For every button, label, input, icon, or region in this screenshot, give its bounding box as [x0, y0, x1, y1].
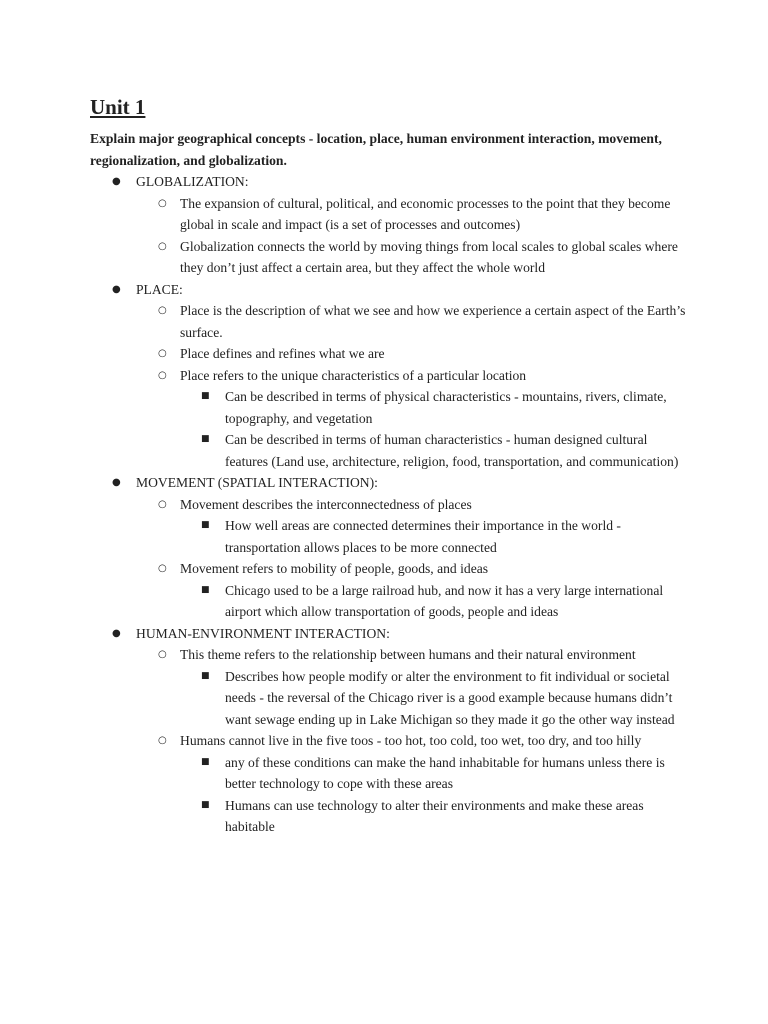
- outline-item-text: Humans cannot live in the five toos - too hot, too cold, too wet, too dry, and too hilly: [180, 733, 642, 748]
- hollow-circle-bullet-icon: ○: [158, 348, 167, 359]
- outline-item-level-2: [90, 644, 690, 666]
- square-bullet-icon: ■: [201, 799, 210, 810]
- outline-item-text: MOVEMENT (SPATIAL INTERACTION):: [136, 475, 378, 490]
- outline-item-level-3: [90, 515, 690, 558]
- outline-item-level-2: [90, 365, 690, 387]
- filled-circle-bullet-icon: ●: [112, 283, 121, 295]
- outline-item-level-2: [90, 558, 690, 580]
- outline-item-text: Describes how people modify or alter the environment to fit individual or societal needs - the reversal of the Chicago river is a good example because humans didn’t want sewage ending up in Lake Michigan so they made it go the other way instead: [225, 668, 675, 727]
- outline-item-level-3: [90, 429, 690, 472]
- filled-circle-bullet-icon: ●: [112, 176, 121, 187]
- outline-item-level-2: [90, 300, 690, 343]
- hollow-circle-bullet-icon: ○: [158, 305, 167, 316]
- page-title: Unit 1: [90, 95, 146, 119]
- outline-item-level-3: [90, 386, 690, 429]
- outline-item-level-2: [90, 193, 690, 236]
- outline-item-text: Chicago used to be a large railroad hub, and now it has a very large international airport which allow transportation of goods, people and ideas: [225, 582, 664, 619]
- square-bullet-icon: ■: [201, 756, 210, 767]
- hollow-circle-bullet-icon: ○: [158, 649, 167, 660]
- outline-list: [90, 171, 690, 838]
- square-bullet-icon: ■: [201, 670, 210, 681]
- outline-item-level-2: [90, 343, 690, 365]
- outline-item-level-1: [90, 279, 690, 301]
- square-bullet-icon: ■: [201, 584, 210, 595]
- outline-item-level-3: [90, 666, 690, 731]
- outline-item-text: Movement refers to mobility of people, goods, and ideas: [180, 561, 489, 576]
- square-bullet-icon: ■: [201, 520, 210, 530]
- outline-item-level-1: [90, 472, 690, 494]
- outline-item-text: Can be described in terms of physical characteristics - mountains, rivers, climate, topography, and vegetation: [225, 389, 667, 426]
- outline-item-level-3: [90, 752, 690, 795]
- hollow-circle-bullet-icon: ○: [158, 240, 167, 252]
- outline-item-text: Place defines and refines what we are: [180, 346, 385, 361]
- outline-item-level-3: [90, 795, 690, 838]
- square-bullet-icon: ■: [201, 391, 210, 401]
- hollow-circle-bullet-icon: ○: [158, 369, 167, 381]
- hollow-circle-bullet-icon: ○: [158, 197, 167, 209]
- outline-item-text: Can be described in terms of human characteristics - human designed cultural features (Land use, architecture, religion, food, transportation, and communication): [225, 432, 679, 469]
- filled-circle-bullet-icon: ●: [112, 477, 121, 488]
- outline-item-text: How well areas are connected determines their importance in the world - transportation allows places to be more connected: [225, 518, 621, 555]
- outline-item-level-1: [90, 623, 690, 645]
- outline-item-level-1: [90, 171, 690, 193]
- outline-item-text: HUMAN-ENVIRONMENT INTERACTION:: [136, 625, 390, 641]
- document-page: [90, 94, 690, 838]
- outline-item-text: Movement describes the interconnectedness of places: [180, 496, 472, 512]
- hollow-circle-bullet-icon: ○: [158, 563, 167, 574]
- outline-item-text: Humans can use technology to alter their environments and make these areas habitable: [225, 797, 644, 834]
- outline-item-text: PLACE:: [136, 281, 183, 297]
- outline-item-level-3: [90, 580, 690, 623]
- outline-item-text: The expansion of cultural, political, and economic processes to the point that they become global in scale and impact (is a set of processes and outcomes): [180, 195, 671, 232]
- square-bullet-icon: ■: [201, 434, 210, 444]
- outline-item-text: This theme refers to the relationship between humans and their natural environment: [180, 647, 636, 662]
- outline-item-level-2: [90, 236, 690, 279]
- outline-item-level-2: [90, 494, 690, 516]
- hollow-circle-bullet-icon: ○: [158, 735, 167, 746]
- hollow-circle-bullet-icon: ○: [158, 498, 167, 510]
- outline-item-text: any of these conditions can make the hand inhabitable for humans unless there is better technology to cope with these areas: [225, 754, 665, 791]
- outline-item-text: Place is the description of what we see and how we experience a certain aspect of the Earth’s surface.: [180, 303, 686, 340]
- outline-item-text: Place refers to the unique characteristics of a particular location: [180, 367, 527, 383]
- filled-circle-bullet-icon: ●: [112, 627, 121, 639]
- outline-item-text: GLOBALIZATION:: [136, 174, 249, 189]
- outline-item-level-2: [90, 730, 690, 752]
- outline-item-text: Globalization connects the world by moving things from local scales to global scales where they don’t just affect a certain area, but they affect the whole world: [180, 238, 678, 275]
- page-subtitle: Explain major geographical concepts - location, place, human environment interaction, movement, regionalization, and globalization.: [90, 131, 662, 168]
